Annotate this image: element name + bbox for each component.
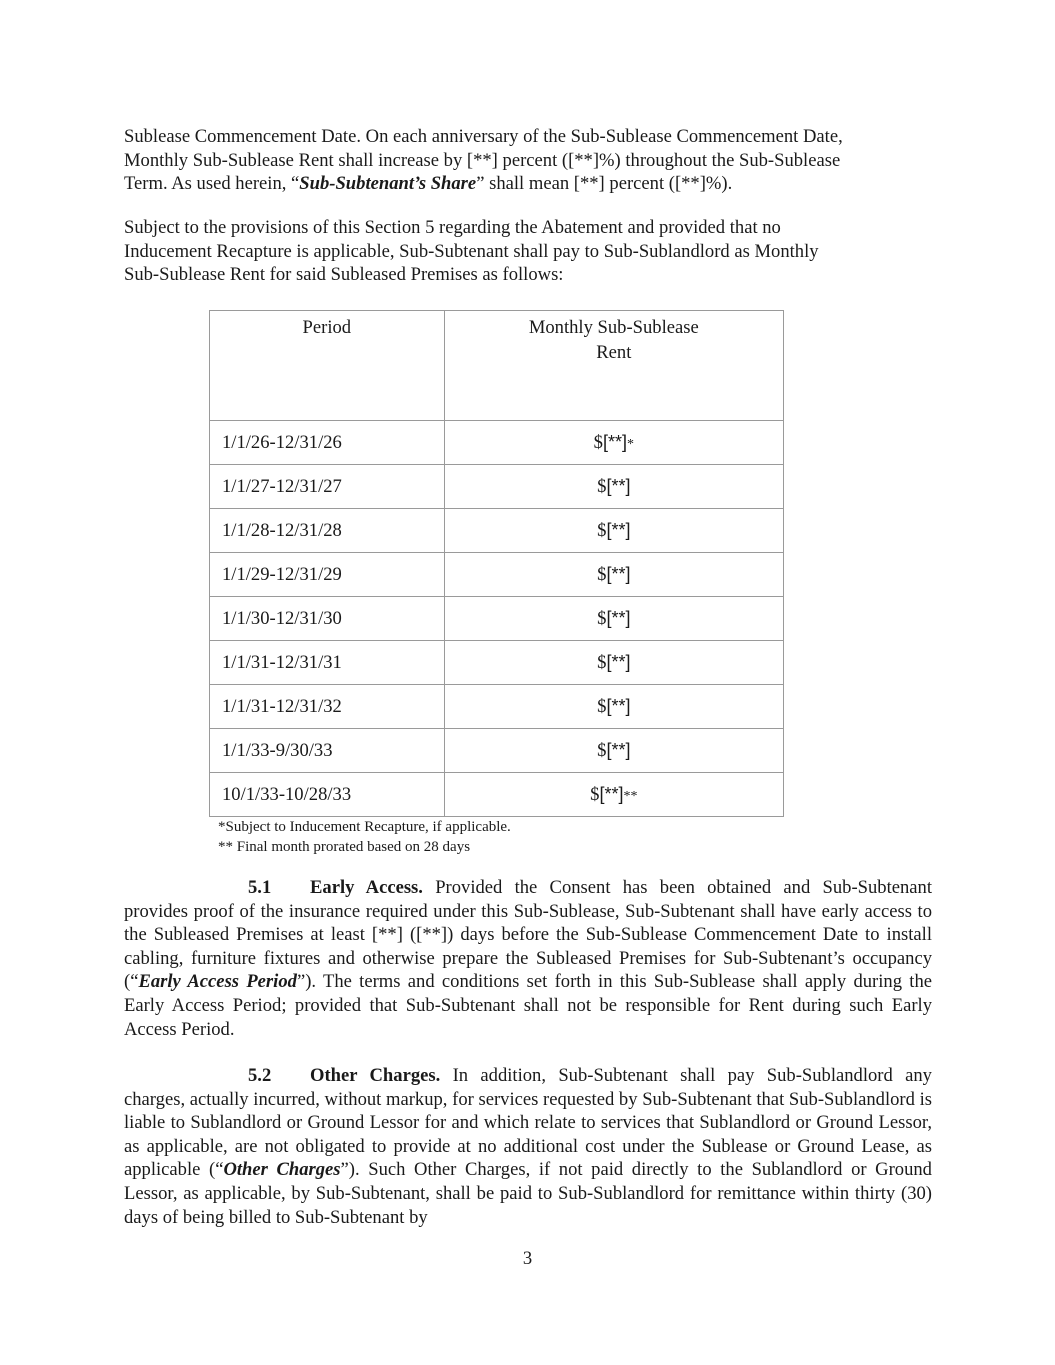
dollar-sign: $ <box>597 563 607 585</box>
redacted-amount: [**] <box>606 739 631 760</box>
rent-cell <box>444 421 783 465</box>
section-text-post: ”). Such Other Charges, if not paid directly to the Sublandlord or Ground Lessor, as applicable, by Sub-Subtenant, shall be paid to Sub-Sublandlord for remittance within thirty (30) days of being billed to Sub-Subtenant by <box>124 1159 932 1228</box>
section-5-2-other-charges <box>124 1064 932 1229</box>
table-row <box>210 685 784 729</box>
section-text-pre: In addition, Sub-Subtenant shall pay Sub-Sublandlord any charges, actually incurred, without markup, for services requested by Sub-Subtenant that Sub-Sublandlord is liable to Sublandlord or Ground Lessor for and which relate to services that Sublandlord or Ground Lessor, as applicable, are not obligated to provide at no additional cost under the Sublease or Ground Lease, as applicable (“ <box>124 1065 932 1181</box>
para1-line1: Sublease Commencement Date. On each anniversary of the Sub-Sublease Commencement Date, <box>124 126 843 147</box>
period-cell: 1/1/30-12/31/30 <box>210 597 445 641</box>
period-cell: 1/1/33-9/30/33 <box>210 729 445 773</box>
para2-line2: Inducement Recapture is applicable, Sub-Subtenant shall pay to Sub-Sublandlord as Monthly <box>124 240 819 262</box>
rent-cell <box>444 729 783 773</box>
period-cell: 1/1/27-12/31/27 <box>210 465 445 509</box>
header-period: Period <box>210 311 445 421</box>
rent-cell <box>444 641 783 685</box>
dollar-sign: $ <box>597 739 607 761</box>
section-text-pre: Provided the Consent has been obtained and Sub-Subtenant provides proof of the insurance required under this Sub-Sublease, Sub-Subtenant shall have early access to the Subleased Premises at least [**] ([**]) days before the Sub-Sublease Commencement Date to install cabling, furniture fixtures and otherwise prepare the Subleased Premises for Sub-Subtenant’s occupancy (“ <box>124 877 932 993</box>
rent-cell <box>444 773 783 817</box>
table-row <box>210 553 784 597</box>
redacted-amount: [**] <box>602 431 627 452</box>
table-row <box>210 509 784 553</box>
para2-line1: Subject to the provisions of this Section 5 regarding the Abatement and provided that no <box>124 217 781 238</box>
redacted-amount: [**] <box>606 475 631 496</box>
rent-cell <box>444 553 783 597</box>
period-cell: 10/1/33-10/28/33 <box>210 773 445 817</box>
section-title: Other Charges. <box>310 1065 441 1086</box>
defined-term-sub-subtenants-share: Sub-Subtenant’s Share <box>299 173 477 195</box>
table-footnotes <box>218 817 511 857</box>
table-row <box>210 465 784 509</box>
period-cell: 1/1/26-12/31/26 <box>210 421 445 465</box>
redacted-amount: [**] <box>606 519 631 540</box>
para1-line3-post: ” shall mean [**] percent ([**]%). <box>476 173 733 195</box>
section-number: 5.2 <box>248 1065 272 1086</box>
para1-line2: Monthly Sub-Sublease Rent shall increase by [**] percent ([**]%) throughout the Sub-Sublease <box>124 149 841 171</box>
dollar-sign: $ <box>597 519 607 541</box>
redacted-amount: [**] <box>599 783 624 804</box>
table-row <box>210 421 784 465</box>
dollar-sign: $ <box>593 431 603 453</box>
defined-term-early-access-period: Early Access Period <box>138 971 297 993</box>
paragraph-rent-increase <box>124 125 932 196</box>
table-row <box>210 597 784 641</box>
footnote-mark: * <box>626 436 634 452</box>
para2-line3: Sub-Sublease Rent for said Subleased Premises as follows: <box>124 264 564 286</box>
header-rent-line2: Rent <box>596 342 632 363</box>
dollar-sign: $ <box>597 695 607 717</box>
header-monthly-rent <box>444 311 783 421</box>
period-cell: 1/1/29-12/31/29 <box>210 553 445 597</box>
table-row <box>210 641 784 685</box>
rent-cell <box>444 685 783 729</box>
para1-line3-pre: Term. As used herein, “ <box>124 173 300 195</box>
section-text-post: ”). The terms and conditions set forth in this Sub-Sublease shall apply during the Early Access Period; provided that Sub-Subtenant shall not be responsible for Rent during such Early Access Period. <box>124 971 932 1040</box>
period-cell: 1/1/31-12/31/31 <box>210 641 445 685</box>
dollar-sign: $ <box>597 475 607 497</box>
rent-cell <box>444 509 783 553</box>
redacted-amount: [**] <box>606 651 631 672</box>
dollar-sign: $ <box>597 607 607 629</box>
period-cell: 1/1/28-12/31/28 <box>210 509 445 553</box>
table-header-row <box>210 311 784 421</box>
table-row <box>210 773 784 817</box>
period-cell: 1/1/31-12/31/32 <box>210 685 445 729</box>
dollar-sign: $ <box>597 651 607 673</box>
section-number: 5.1 <box>248 877 272 898</box>
redacted-amount: [**] <box>606 607 631 628</box>
rent-schedule-table <box>209 310 784 817</box>
table-row <box>210 729 784 773</box>
section-title: Early Access. <box>310 877 423 898</box>
defined-term-other-charges: Other Charges <box>223 1159 341 1181</box>
page-number: 3 <box>522 1248 533 1269</box>
footnote-mark: ** <box>623 788 638 804</box>
paragraph-rent-schedule-intro <box>124 216 932 287</box>
footnote-final-month: ** Final month prorated based on 28 days <box>218 839 471 855</box>
rent-cell <box>444 597 783 641</box>
header-rent-line1: Monthly Sub-Sublease <box>528 317 699 338</box>
section-5-1-early-access <box>124 876 932 1041</box>
dollar-sign: $ <box>590 783 600 805</box>
redacted-amount: [**] <box>606 695 631 716</box>
rent-cell <box>444 465 783 509</box>
footnote-inducement-recapture: *Subject to Inducement Recapture, if applicable. <box>218 819 511 835</box>
redacted-amount: [**] <box>606 563 631 584</box>
